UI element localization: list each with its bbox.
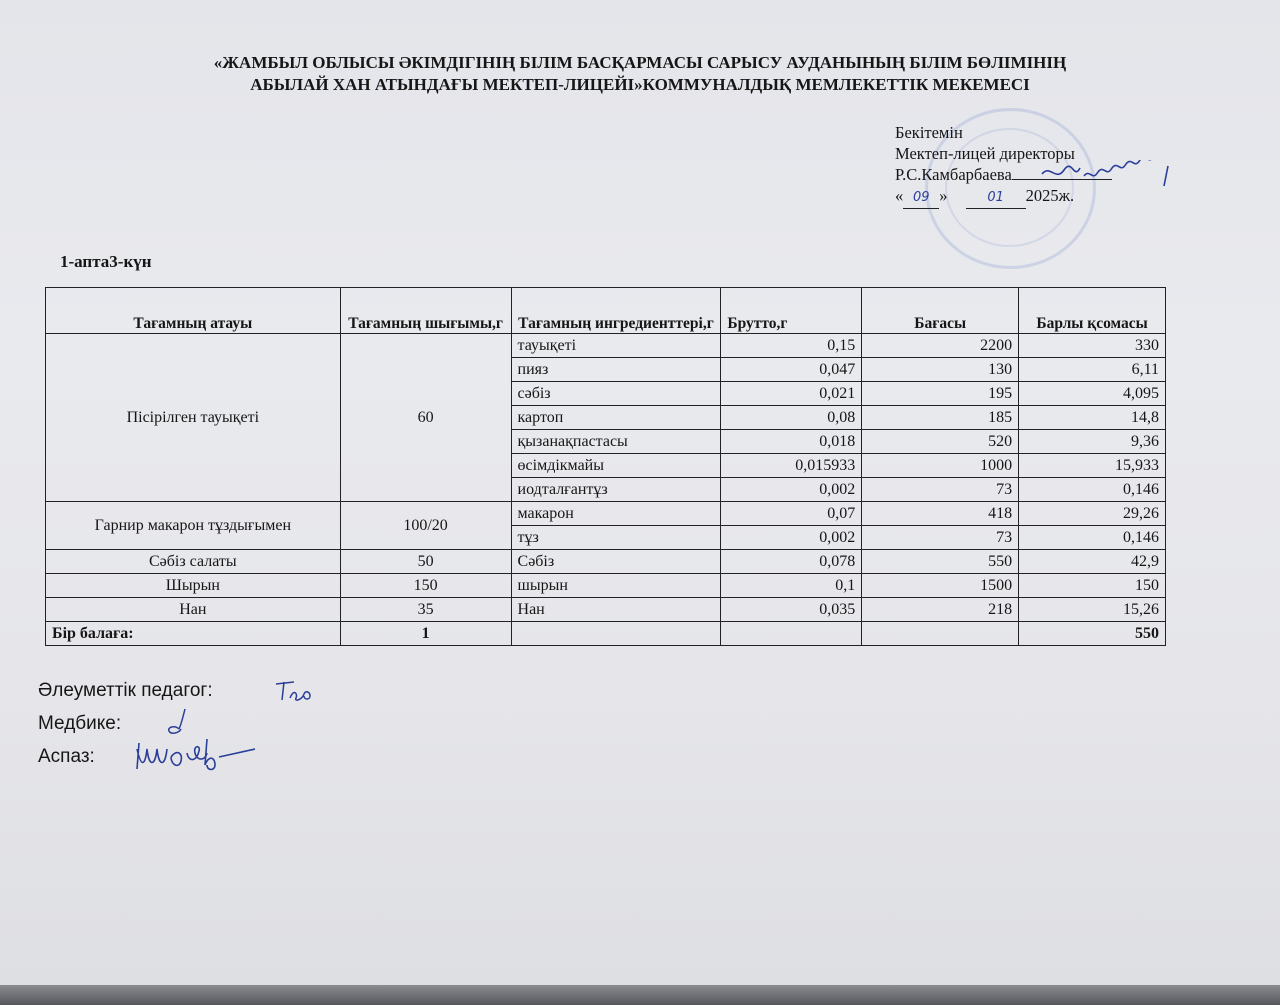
brutto-cell: 0,002 [721,478,862,502]
table-row [46,550,1166,574]
ingredient-cell: сәбіз [511,382,721,406]
summary-label-cell: Бір балаға: [46,622,341,646]
brutto-cell: 0,047 [721,358,862,382]
ingredient-cell: иодталғантұз [511,478,721,502]
brutto-cell: 0,07 [721,502,862,526]
col-yield: Тағамның шығымы,г [340,288,511,334]
summary-empty-cell [511,622,721,646]
price-cell: 1500 [862,574,1019,598]
col-brutto: Брутто,г [721,288,862,334]
cook-signature [135,735,260,775]
dish-name-cell: Нан [46,598,341,622]
date-year: 2025ж. [1025,186,1075,205]
price-cell: 550 [862,550,1019,574]
price-cell: 195 [862,382,1019,406]
brutto-cell: 0,08 [721,406,862,430]
ingredient-cell: пияз [511,358,721,382]
brutto-cell: 0,021 [721,382,862,406]
brutto-cell: 0,078 [721,550,862,574]
price-cell: 1000 [862,454,1019,478]
total-cell: 150 [1019,574,1166,598]
ingredient-cell: шырын [511,574,721,598]
brutto-cell: 0,035 [721,598,862,622]
dish-name-cell: Гарнир макарон тұздығымен [46,502,341,550]
date-open-quote: « [895,186,904,205]
summary-total-cell: 550 [1019,622,1166,646]
approval-position: Мектеп-лицей директоры [895,144,1075,163]
ingredient-cell: Сәбіз [511,550,721,574]
summary-empty-cell [862,622,1019,646]
price-cell: 218 [862,598,1019,622]
price-cell: 130 [862,358,1019,382]
total-cell: 29,26 [1019,502,1166,526]
ingredient-cell: Нан [511,598,721,622]
date-month: 01 [966,187,1026,209]
brutto-cell: 0,018 [721,430,862,454]
approval-director-name: Р.С.Камбарбаева [895,165,1012,184]
price-cell: 185 [862,406,1019,430]
ingredient-cell: картоп [511,406,721,430]
total-cell: 6,11 [1019,358,1166,382]
table-row [46,574,1166,598]
table-row [46,598,1166,622]
director-signature [1040,160,1175,190]
col-dish-name: Тағамның атауы [46,288,341,334]
dish-yield-cell: 150 [340,574,511,598]
summary-yield-cell: 1 [340,622,511,646]
price-cell: 418 [862,502,1019,526]
table-body [46,334,1166,646]
header-line-1: «ЖАМБЫЛ ОБЛЫСЫ ӘКІМДІГІНІҢ БІЛІМ БАСҚАРМАСЫ САРЫСУ АУДАНЫНЫҢ БІЛІМ БӨЛІМІНІҢ [213,53,1067,72]
dish-name-cell: Сәбіз салаты [46,550,341,574]
col-ingredients: Тағамның ингредиенттері,г [511,288,721,334]
nurse-signature [163,707,203,735]
total-cell: 15,26 [1019,598,1166,622]
week-day-label: 1-апта3-күн [60,252,152,271]
date-day: 09 [903,187,939,209]
total-cell: 330 [1019,334,1166,358]
nurse-label: Медбике: [38,713,122,734]
dish-yield-cell: 35 [340,598,511,622]
col-price: Бағасы [862,288,1019,334]
header-line-2: АБЫЛАЙ ХАН АТЫНДАҒЫ МЕКТЕП-ЛИЦЕЙІ»КОММУНАЛДЫҚ МЕМЛЕКЕТТІК МЕКЕМЕСІ [250,75,1030,94]
ingredient-cell: қызанақпастасы [511,430,721,454]
date-close-quote: » [939,186,948,205]
ingredient-cell: тауықеті [511,334,721,358]
summary-empty-cell [721,622,862,646]
brutto-cell: 0,15 [721,334,862,358]
summary-row [46,622,1166,646]
social-pedagogue-signature [272,676,322,706]
col-total: Барлы қсомасы [1019,288,1166,334]
total-cell: 9,36 [1019,430,1166,454]
document-header [100,52,1180,96]
brutto-cell: 0,1 [721,574,862,598]
desk-background [0,985,1280,1005]
ingredient-cell: макарон [511,502,721,526]
brutto-cell: 0,015933 [721,454,862,478]
dish-name-cell: Шырын [46,574,341,598]
total-cell: 14,8 [1019,406,1166,430]
table-row [46,502,1166,526]
total-cell: 0,146 [1019,478,1166,502]
dish-yield-cell: 100/20 [340,502,511,550]
menu-table [45,287,1166,646]
total-cell: 0,146 [1019,526,1166,550]
ingredient-cell: өсімдікмайы [511,454,721,478]
table-row [46,334,1166,358]
price-cell: 73 [862,478,1019,502]
price-cell: 2200 [862,334,1019,358]
brutto-cell: 0,002 [721,526,862,550]
table-header-row [46,288,1166,334]
ingredient-cell: тұз [511,526,721,550]
total-cell: 4,095 [1019,382,1166,406]
cook-label: Аспаз: [38,746,95,767]
approval-title: Бекітемін [895,123,963,142]
price-cell: 73 [862,526,1019,550]
total-cell: 15,933 [1019,454,1166,478]
price-cell: 520 [862,430,1019,454]
total-cell: 42,9 [1019,550,1166,574]
dish-name-cell: Пісірілген тауықеті [46,334,341,502]
dish-yield-cell: 50 [340,550,511,574]
social-pedagogue-label: Әлеуметтік педагог: [38,680,213,701]
dish-yield-cell: 60 [340,334,511,502]
